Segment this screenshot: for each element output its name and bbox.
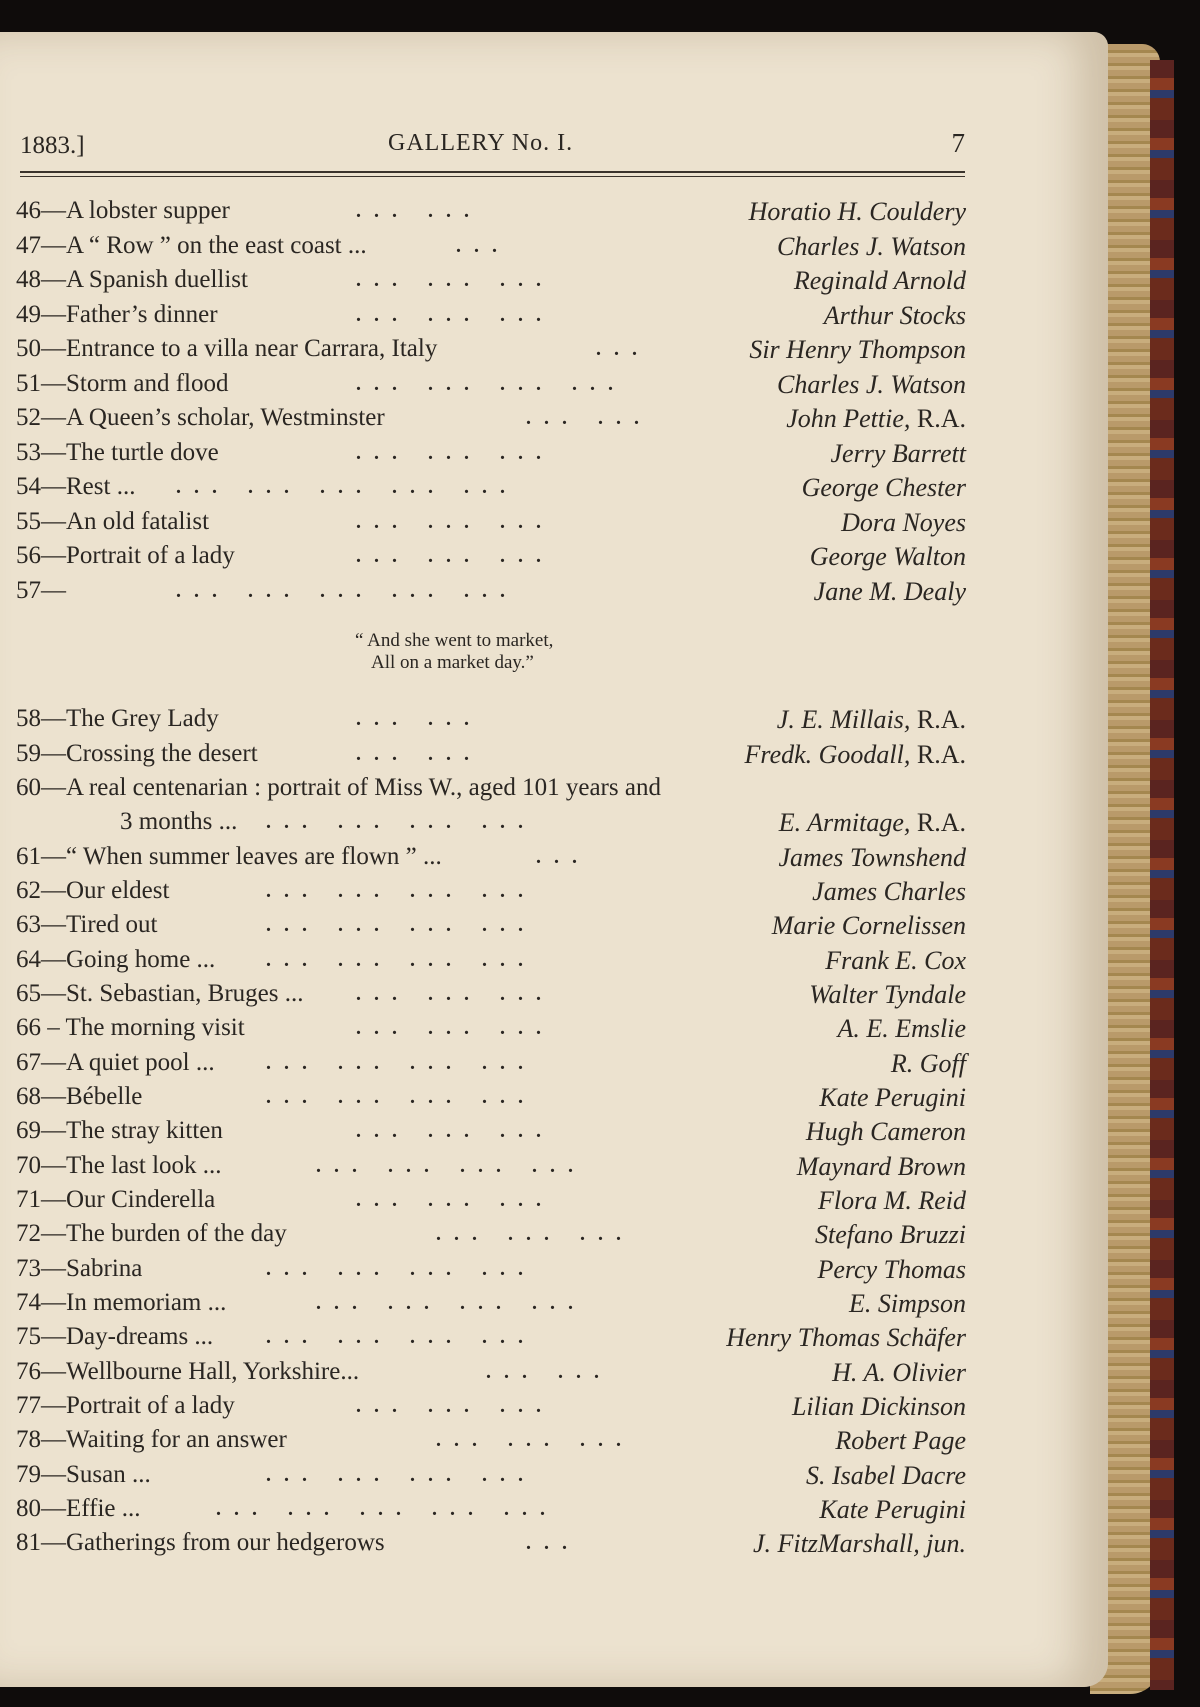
- dot-leader: ... ... ... ...: [356, 373, 626, 395]
- dot-leader: ... ... ... ... ...: [216, 1498, 558, 1520]
- artist-name-text: Frank E. Cox: [825, 946, 966, 975]
- catalogue-entry: [16, 439, 966, 473]
- entry-title: 68—Bébelle: [16, 1083, 143, 1110]
- catalogue-entry: [16, 370, 966, 404]
- artist-name: [778, 843, 966, 873]
- entry-title: 49—Father’s dinner: [16, 301, 218, 328]
- entry-title: 69—The stray kitten: [16, 1117, 223, 1144]
- entry-title: 50—Entrance to a villa near Carrara, Italy: [16, 335, 438, 362]
- entry-title: 56—Portrait of a lady: [16, 542, 235, 569]
- artist-name-text: Charles J. Watson: [777, 232, 966, 261]
- artist-name-text: Kate Perugini: [819, 1495, 966, 1524]
- artist-name-text: Maynard Brown: [796, 1152, 966, 1181]
- artist-name-text: Horatio H. Couldery: [748, 197, 966, 226]
- catalogue-entry: [16, 808, 966, 842]
- artist-name-text: Reginald Arnold: [793, 266, 966, 295]
- artist-name: [777, 370, 966, 400]
- artist-name: [779, 808, 966, 838]
- catalogue-entry: [16, 1529, 966, 1563]
- entry-title: 60—A real centenarian : portrait of Miss W., aged 101 years and: [16, 774, 661, 801]
- dot-leader: ... ... ... ...: [316, 1292, 586, 1314]
- artist-name: [815, 1220, 966, 1250]
- catalogue-entry: [16, 911, 966, 945]
- quote-line-2: All on a market day.”: [371, 652, 534, 673]
- artist-name: [812, 877, 966, 907]
- dot-leader: ... ... ... ...: [266, 880, 536, 902]
- catalogue-entry: [16, 473, 966, 507]
- entry-title: 81—Gatherings from our hedgerows: [16, 1529, 385, 1556]
- entry-title: 80—Effie ...: [16, 1495, 141, 1522]
- entry-title: 51—Storm and flood: [16, 370, 229, 397]
- artist-name: [841, 508, 966, 538]
- dot-leader: ... ...: [356, 200, 482, 222]
- artist-name: [777, 232, 966, 262]
- dot-leader: ... ... ...: [436, 1429, 634, 1451]
- catalogue-entry: [16, 1323, 966, 1357]
- entry-title: 74—In memoriam ...: [16, 1289, 227, 1316]
- artist-name-text: E. Simpson: [849, 1289, 966, 1318]
- artist-name-text: Dora Noyes: [841, 508, 966, 537]
- artist-name-text: E. Armitage,: [778, 808, 911, 837]
- entry-title: 66 – The morning visit: [16, 1014, 245, 1041]
- artist-name-text: A. E. Emslie: [837, 1014, 966, 1043]
- dot-leader: ... ... ...: [356, 1120, 554, 1142]
- catalogue-entry: [16, 877, 966, 911]
- dot-leader: ... ... ... ...: [266, 914, 536, 936]
- artist-suffix: R.A.: [910, 404, 966, 433]
- dot-leader: ... ... ... ... ...: [176, 580, 518, 602]
- catalogue-entry: [16, 1358, 966, 1392]
- artist-name: [814, 577, 966, 607]
- catalogue-entry: [16, 1392, 966, 1426]
- dot-leader: ... ...: [486, 1361, 612, 1383]
- catalogue-entry: [16, 1186, 966, 1220]
- catalogue-entry: [16, 843, 966, 877]
- entry-title: 77—Portrait of a lady: [16, 1392, 235, 1419]
- artist-name-text: Charles J. Watson: [777, 370, 966, 399]
- artist-name: [825, 946, 966, 976]
- artist-name-text: Sir Henry Thompson: [749, 335, 966, 364]
- entry-title: 59—Crossing the desert: [16, 740, 258, 767]
- artist-name-text: Percy Thomas: [817, 1255, 966, 1284]
- page-number: 7: [951, 128, 965, 158]
- entry-title: 78—Waiting for an answer: [16, 1426, 287, 1453]
- header-title: GALLERY No. I.: [388, 130, 574, 156]
- entry-title: 54—Rest ...: [16, 473, 136, 500]
- catalogue-entry: [16, 774, 966, 808]
- catalogue-entry: [16, 1014, 966, 1048]
- catalogue-entry: [16, 705, 966, 739]
- artist-name-text: Jane M. Dealy: [813, 577, 966, 606]
- entry-title: 61—“ When summer leaves are flown ” ...: [16, 843, 442, 870]
- artist-name: [810, 542, 966, 572]
- catalogue-entry: [16, 335, 966, 369]
- entry-title: 64—Going home ...: [16, 946, 216, 973]
- artist-name-text: Flora M. Reid: [817, 1186, 966, 1215]
- artist-name: [809, 980, 966, 1010]
- entry-title: 71—Our Cinderella: [16, 1186, 216, 1213]
- dot-leader: ... ... ...: [356, 545, 554, 567]
- artist-name-text: James Townshend: [778, 843, 966, 872]
- artist-name-text: S. Isabel Dacre: [805, 1461, 966, 1490]
- catalogue-entry: [16, 1426, 966, 1460]
- artist-name: [831, 439, 967, 469]
- artist-name: [797, 1152, 966, 1182]
- dot-leader: ...: [456, 235, 510, 257]
- quote-line-1: “ And she went to market,: [355, 630, 554, 651]
- entry-title: 72—The burden of the day: [16, 1220, 287, 1247]
- artist-name-text: H. A. Olivier: [832, 1358, 966, 1387]
- running-header: [20, 128, 965, 164]
- artist-name-text: John Pettie,: [786, 404, 911, 433]
- catalogue-entry: [16, 740, 966, 774]
- entry-title: 75—Day-dreams ...: [16, 1323, 214, 1350]
- dot-leader: ... ... ... ...: [266, 811, 536, 833]
- catalogue-entry: [16, 1461, 966, 1495]
- artist-name: [832, 1358, 966, 1388]
- dot-leader: ... ... ...: [356, 269, 554, 291]
- artist-name: [802, 473, 966, 503]
- artist-name: [806, 1461, 966, 1491]
- dot-leader: ...: [536, 846, 590, 868]
- catalogue-entry: [16, 1049, 966, 1083]
- artist-name-text: Marie Cornelissen: [771, 911, 966, 940]
- catalogue-entry: [16, 1495, 966, 1529]
- entry-title: 73—Sabrina: [16, 1255, 143, 1282]
- entry-title: 3 months ...: [120, 808, 238, 835]
- artist-name-text: James Charles: [812, 877, 966, 906]
- entry-title: 47—A “ Row ” on the east coast ...: [16, 232, 367, 259]
- dot-leader: ...: [526, 1532, 580, 1554]
- artist-name: [794, 266, 966, 296]
- artist-name: [835, 1426, 966, 1456]
- artist-name: [749, 197, 966, 227]
- dot-leader: ... ... ...: [356, 442, 554, 464]
- dot-leader: ... ... ... ... ...: [176, 476, 518, 498]
- entry-title: 57—: [16, 577, 66, 604]
- artist-name-text: George Walton: [809, 542, 966, 571]
- dot-leader: ... ... ... ...: [266, 1326, 536, 1348]
- artist-name: [777, 705, 966, 735]
- catalogue-entry: [16, 577, 966, 611]
- dot-leader: ... ... ...: [356, 304, 554, 326]
- entry-title: 70—The last look ...: [16, 1152, 222, 1179]
- artist-name: [792, 1392, 966, 1422]
- catalogue-entry: [16, 266, 966, 300]
- artist-name-text: J. E. Millais,: [776, 705, 911, 734]
- artist-name: [786, 404, 966, 434]
- entry-title: 46—A lobster supper: [16, 197, 230, 224]
- catalogue-entry: [16, 1289, 966, 1323]
- dot-leader: ... ... ... ...: [266, 1464, 536, 1486]
- dot-leader: ... ...: [356, 708, 482, 730]
- entry-title: 58—The Grey Lady: [16, 705, 219, 732]
- artist-suffix: R.A.: [910, 705, 966, 734]
- artist-name-text: J. FitzMarshall, jun.: [752, 1529, 966, 1558]
- catalogue-entry: [16, 1117, 966, 1151]
- catalogue-entry: [16, 301, 966, 335]
- artist-name: [824, 301, 966, 331]
- entry-title: 65—St. Sebastian, Bruges ...: [16, 980, 304, 1007]
- catalogue-entry: [16, 1255, 966, 1289]
- artist-name-text: Lilian Dickinson: [791, 1392, 966, 1421]
- artist-name: [772, 911, 966, 941]
- catalogue-entry: [16, 508, 966, 542]
- entry-title: 48—A Spanish duellist: [16, 266, 248, 293]
- artist-name-text: Stefano Bruzzi: [815, 1220, 966, 1249]
- artist-suffix: R.A.: [910, 740, 966, 769]
- artist-name: [837, 1014, 966, 1044]
- entry-title: 62—Our eldest: [16, 877, 170, 904]
- dot-leader: ...: [596, 338, 650, 360]
- dot-leader: ... ... ... ...: [266, 949, 536, 971]
- artist-name: [753, 1529, 966, 1559]
- dot-leader: ... ... ...: [356, 1017, 554, 1039]
- dot-leader: ... ... ... ...: [266, 1086, 536, 1108]
- artist-name-text: George Chester: [801, 473, 966, 502]
- entry-title: 52—A Queen’s scholar, Westminster: [16, 404, 385, 431]
- artist-name: [891, 1049, 966, 1079]
- dot-leader: ... ... ...: [356, 1189, 554, 1211]
- dot-leader: ... ... ... ...: [266, 1258, 536, 1280]
- artist-name: [749, 335, 966, 365]
- artist-name: [818, 1186, 966, 1216]
- dot-leader: ... ... ...: [436, 1223, 634, 1245]
- entry-title: 79—Susan ...: [16, 1461, 151, 1488]
- catalogue-entry: [16, 946, 966, 980]
- artist-name: [819, 1083, 966, 1113]
- artist-name: [726, 1323, 966, 1353]
- artist-name-text: R. Goff: [890, 1049, 966, 1078]
- catalogue-entry: [16, 197, 966, 231]
- artist-name-text: Hugh Cameron: [805, 1117, 966, 1146]
- artist-name: [819, 1495, 966, 1525]
- marbled-edge: [1150, 60, 1174, 1690]
- artist-suffix: R.A.: [910, 808, 966, 837]
- artist-name-text: Kate Perugini: [819, 1083, 966, 1112]
- catalogue-entry: [16, 404, 966, 438]
- artist-name-text: Walter Tyndale: [809, 980, 966, 1009]
- dot-leader: ... ... ...: [356, 983, 554, 1005]
- artist-name-text: Arthur Stocks: [823, 301, 966, 330]
- dot-leader: ... ... ... ...: [266, 1052, 536, 1074]
- artist-name-text: Jerry Barrett: [830, 439, 966, 468]
- verse-quote: [355, 630, 655, 674]
- artist-name: [849, 1289, 966, 1319]
- catalogue-entry: [16, 232, 966, 266]
- catalogue-entry: [16, 1152, 966, 1186]
- artist-name-text: Robert Page: [835, 1426, 966, 1455]
- entry-title: 55—An old fatalist: [16, 508, 210, 535]
- entry-title: 76—Wellbourne Hall, Yorkshire...: [16, 1358, 360, 1385]
- dot-leader: ... ... ...: [356, 1395, 554, 1417]
- artist-name-text: Fredk. Goodall,: [744, 740, 911, 769]
- dot-leader: ... ... ... ...: [316, 1155, 586, 1177]
- dot-leader: ... ... ...: [356, 511, 554, 533]
- entry-title: 53—The turtle dove: [16, 439, 219, 466]
- dot-leader: ... ...: [526, 407, 652, 429]
- entry-title: 67—A quiet pool ...: [16, 1049, 215, 1076]
- dot-leader: ... ...: [356, 743, 482, 765]
- catalogue-entry: [16, 542, 966, 576]
- artist-name: [817, 1255, 966, 1285]
- entry-title: 63—Tired out: [16, 911, 158, 938]
- header-rule-thin: [20, 176, 965, 177]
- catalogue-entry: [16, 1220, 966, 1254]
- catalogue-entry: [16, 980, 966, 1014]
- header-year: 1883.]: [20, 132, 85, 159]
- artist-name: [745, 740, 966, 770]
- catalogue-entry: [16, 1083, 966, 1117]
- artist-name: [806, 1117, 966, 1147]
- header-rule: [20, 171, 965, 173]
- artist-name-text: Henry Thomas Schäfer: [726, 1323, 966, 1352]
